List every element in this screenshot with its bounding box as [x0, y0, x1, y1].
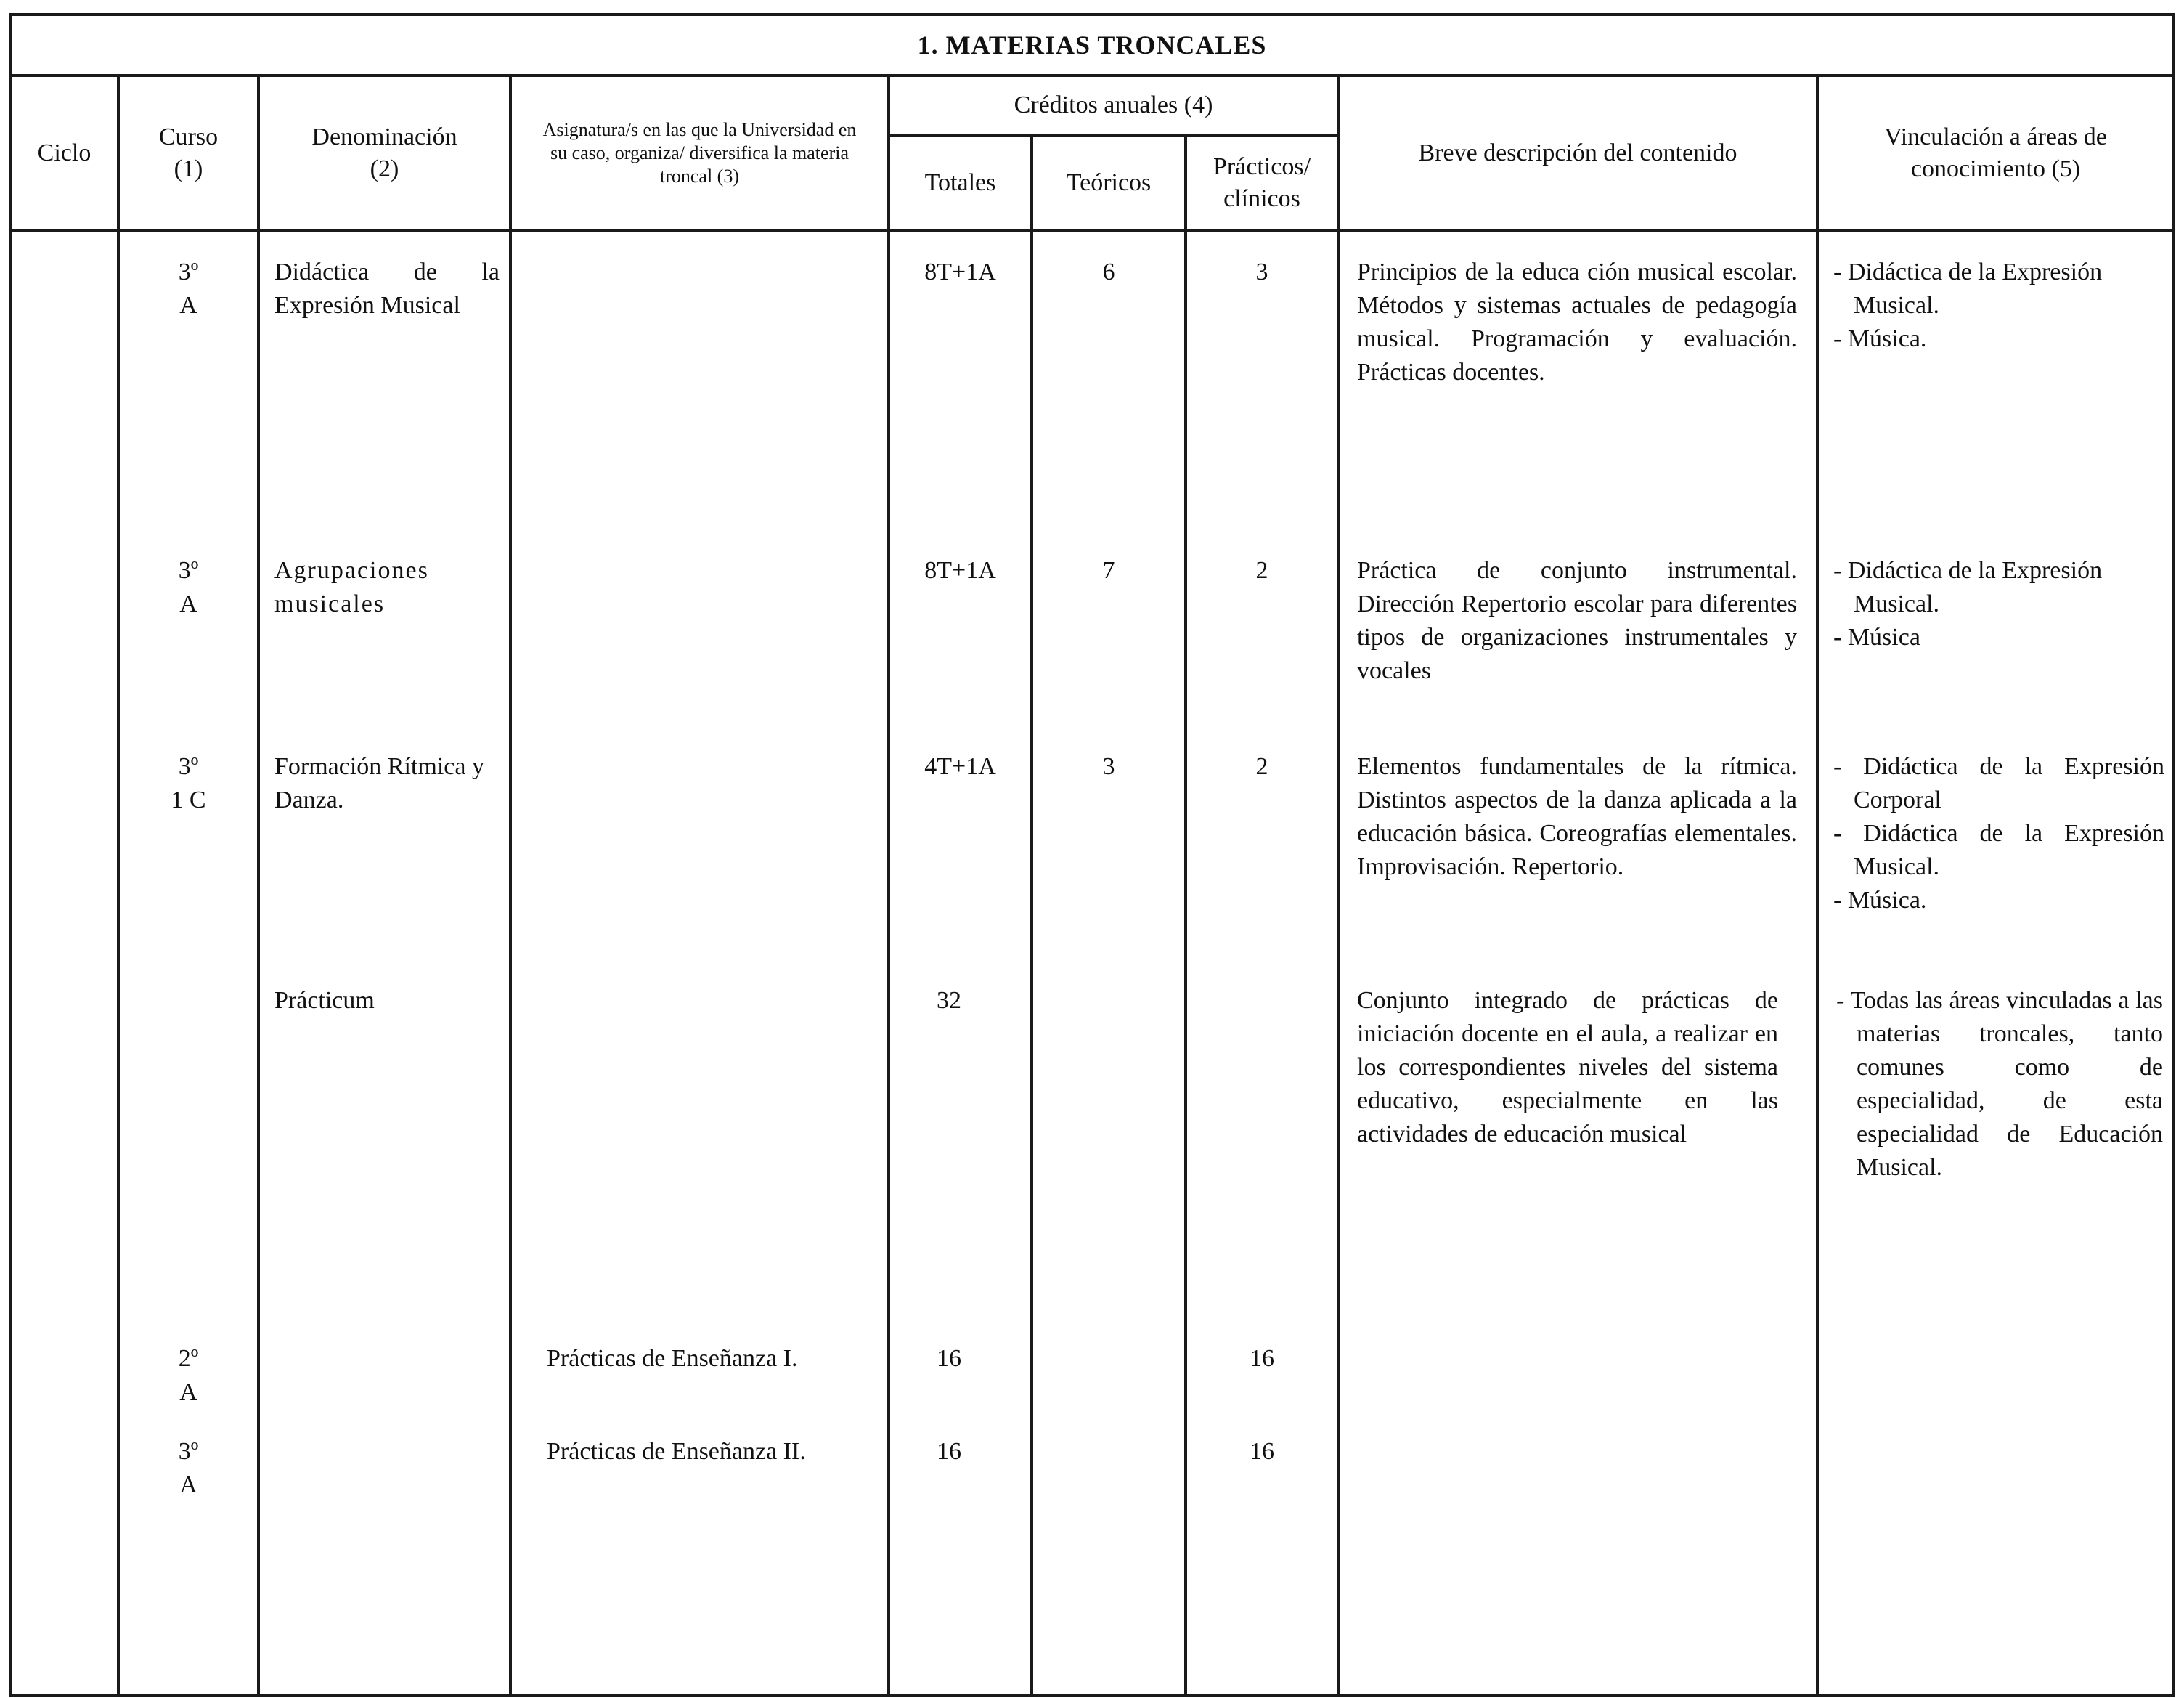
row-3-practicos: 2 — [1255, 753, 1268, 780]
row-2-areas — [1833, 554, 2164, 654]
row-5-practicos: 16 — [1250, 1345, 1274, 1372]
header-denominacion: Denominación (2) — [258, 76, 510, 231]
header-ciclo: Ciclo — [10, 76, 118, 231]
area-item: - Didáctica de la Expresión Musical. — [1833, 820, 2164, 880]
document-page — [9, 13, 2172, 1697]
row-6-asignatura: Prácticas de Enseñanza II. — [547, 1438, 806, 1465]
row-1-descripcion: Principios de la educa ción musical escolar. Métodos y sistemas actuales de pedagogía musical. Programación y evaluación. Prácticas docentes. — [1357, 259, 1797, 386]
row-1-curso: 3º A — [178, 259, 199, 319]
column-practicos-body — [1186, 231, 1338, 1695]
row-2-practicos: 2 — [1255, 557, 1268, 584]
header-creditos: Créditos anuales (4) — [889, 76, 1338, 135]
area-item: - Música — [1833, 624, 1920, 651]
materias-troncales-table — [9, 13, 2175, 1697]
column-vinculacion-body — [1817, 231, 2174, 1695]
row-5-totales: 16 — [937, 1345, 961, 1372]
row-6-curso: 3º A — [178, 1438, 199, 1498]
header-asignaturas: Asignatura/s en las que la Universidad en su caso, organiza/ diversifica la materia troncal (3) — [510, 76, 889, 231]
area-item: - Todas las áreas vinculadas a las materias troncales, tanto comunes como de especialidad, de esta especialidad de Educación Musical. — [1836, 987, 2163, 1181]
table-title: 1. MATERIAS TRONCALES — [10, 15, 2174, 76]
row-3-areas — [1833, 750, 2164, 917]
header-totales: Totales — [889, 135, 1032, 231]
row-1-practicos: 3 — [1255, 259, 1268, 285]
column-denominacion-body — [258, 231, 510, 1695]
header-curso: Curso (1) — [118, 76, 258, 231]
row-6-practicos: 16 — [1250, 1438, 1274, 1465]
area-item: - Didáctica de la Expresión Musical. — [1833, 557, 2103, 617]
header-descripcion: Breve descripción del contenido — [1338, 76, 1817, 231]
row-3-curso: 3º 1 C — [171, 753, 206, 813]
row-5-asignatura: Prácticas de Enseñanza I. — [547, 1345, 798, 1372]
row-5-curso: 2º A — [178, 1345, 199, 1405]
row-6-totales: 16 — [937, 1438, 961, 1465]
column-teoricos-body — [1032, 231, 1186, 1695]
column-ciclo-body — [10, 231, 118, 1695]
row-1-areas — [1833, 256, 2164, 356]
row-2-curso: 3º A — [178, 557, 199, 617]
row-3-totales: 4T+1A — [924, 753, 996, 780]
row-1-denominacion: Didáctica de la Expresión Musical — [274, 259, 500, 319]
row-4-denominacion: Prácticum — [274, 987, 375, 1014]
row-4-descripcion: Conjunto integrado de prácticas de iniciación docente en el aula, a realizar en los correspondientes niveles del sistema educativo, especialmente en las actividades de educación musical — [1357, 987, 1778, 1147]
area-item: - Didáctica de la Expresión Musical. — [1833, 259, 2103, 319]
row-2-descripcion: Práctica de conjunto instrumental. Dirección Repertorio escolar para diferentes tipos de organizaciones instrumentales y vocales — [1357, 557, 1797, 684]
column-curso-body — [118, 231, 258, 1695]
column-asignaturas-body — [510, 231, 889, 1695]
area-item: - Música. — [1833, 325, 1927, 352]
header-practicos: Prácticos/ clínicos — [1186, 135, 1338, 231]
row-2-totales: 8T+1A — [924, 557, 996, 584]
column-totales-body — [889, 231, 1032, 1695]
row-4-areas — [1836, 984, 2163, 1185]
row-2-teoricos: 7 — [1102, 557, 1115, 584]
header-teoricos: Teóricos — [1032, 135, 1186, 231]
row-3-teoricos: 3 — [1102, 753, 1115, 780]
row-4-totales: 32 — [937, 987, 961, 1014]
column-descripcion-body — [1338, 231, 1817, 1695]
area-item: - Didáctica de la Expresión Corporal — [1833, 753, 2164, 813]
row-1-teoricos: 6 — [1102, 259, 1115, 285]
header-vinculacion: Vinculación a áreas de conocimiento (5) — [1817, 76, 2174, 231]
row-3-descripcion: Elementos fundamentales de la rítmica. Distintos aspectos de la danza aplicada a la educación básica. Coreografías elementales. Improvisación. Repertorio. — [1357, 753, 1797, 880]
row-1-totales: 8T+1A — [924, 259, 996, 285]
area-item: - Música. — [1833, 887, 1927, 914]
row-2-denominacion: Agrupaciones musicales — [274, 557, 429, 617]
row-3-denominacion: Formación Rítmica y Danza. — [274, 753, 484, 813]
